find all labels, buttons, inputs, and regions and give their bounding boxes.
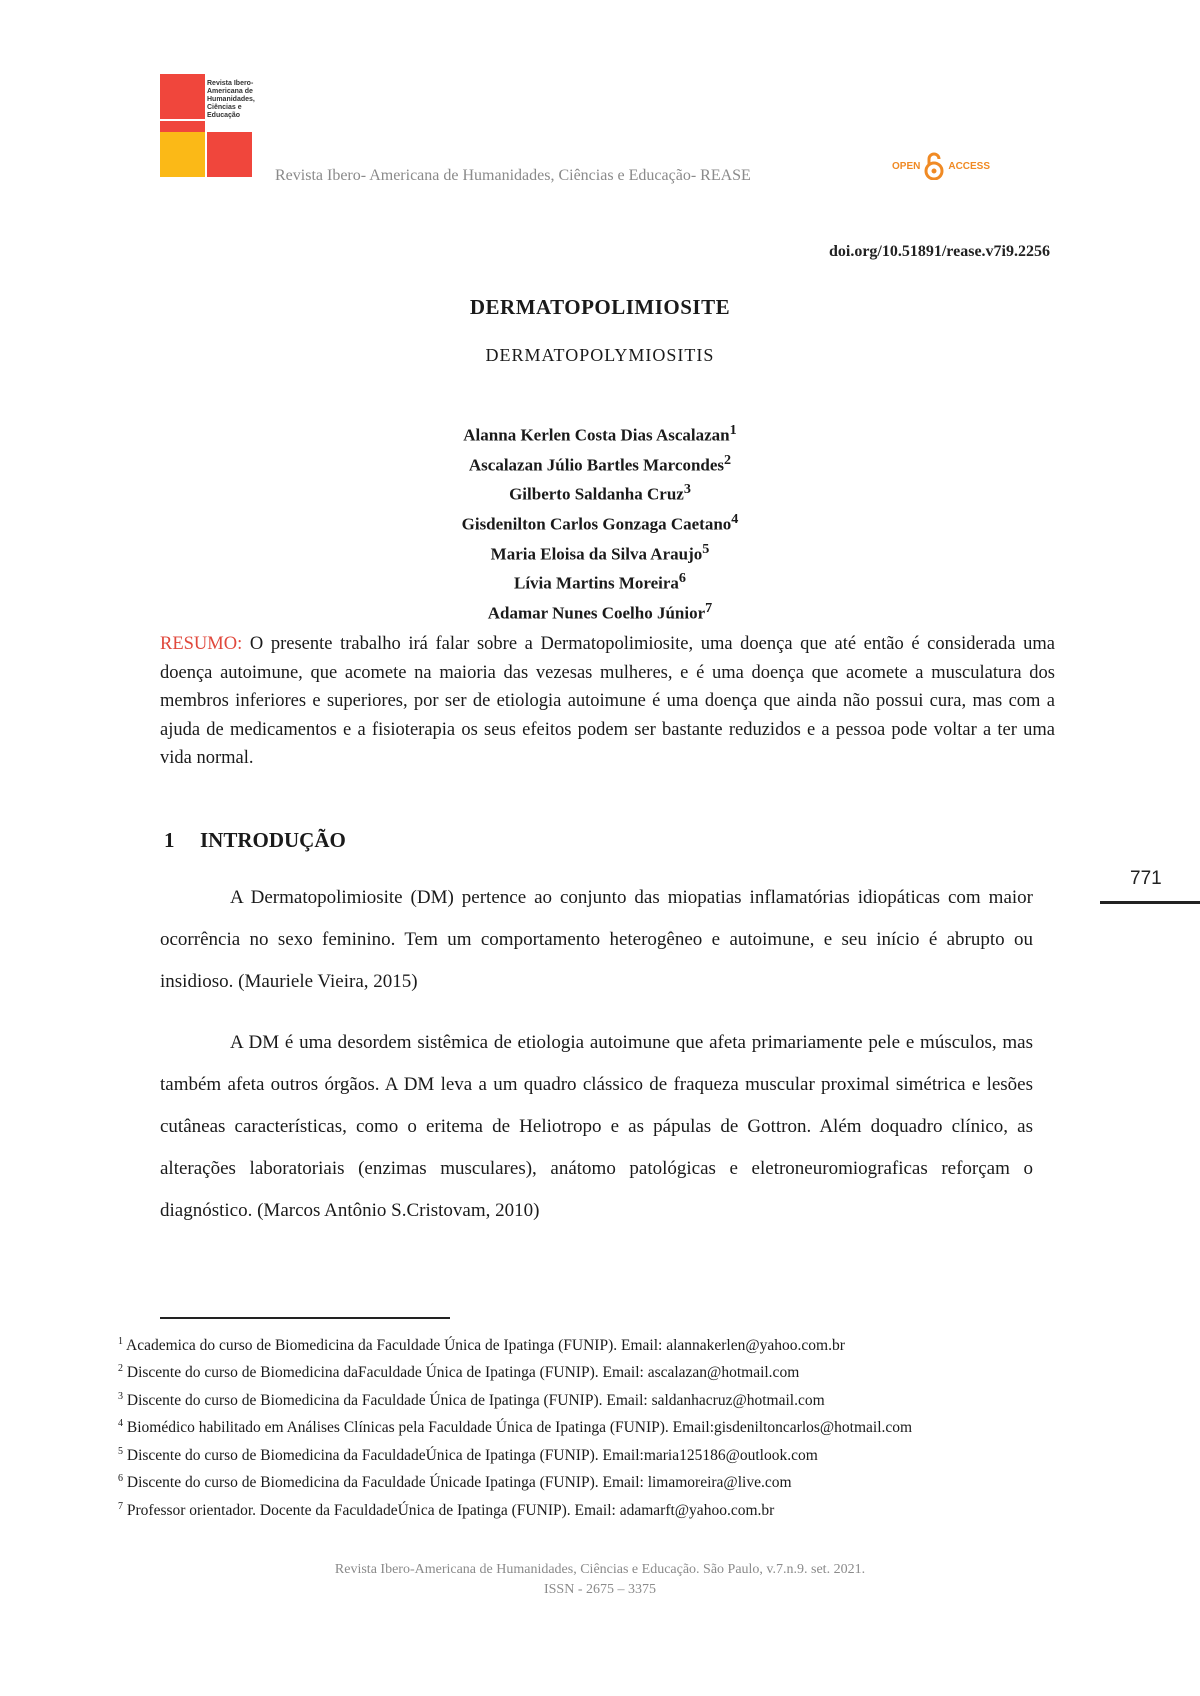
author-footnote-mark[interactable]: 5 bbox=[702, 540, 710, 557]
author-footnote-mark[interactable]: 2 bbox=[724, 451, 732, 468]
logo-square-yellow-bottom bbox=[160, 132, 205, 177]
abstract-label: RESUMO: bbox=[160, 634, 243, 654]
abstract-text: O presente trabalho irá falar sobre a Dermatopolimiosite, uma doença que até então é considerada uma doença autoimune, que acomete na maioria das vezesas mulheres, e é uma doença que acomete a musculatura dos membros inferiores e superiores, por ser de etiologia autoimune é uma doença que ainda não possui cura, mas com a ajuda de medicamentos e a fisioterapia os seus efeitos podem ser bastante reduzidos e a pessoa pode voltar a ter uma vida normal. bbox=[160, 634, 1055, 768]
journal-name: Revista Ibero- Americana de Humanidades, Ciências e Educação- REASE bbox=[275, 167, 751, 184]
open-lock-icon bbox=[923, 152, 945, 180]
author-item bbox=[0, 596, 1200, 626]
author-name: Maria Eloisa da Silva Araujo bbox=[490, 544, 703, 564]
footnote-item bbox=[118, 1330, 1058, 1357]
author-name: Alanna Kerlen Costa Dias Ascalazan bbox=[463, 425, 730, 445]
author-footnote-mark[interactable]: 3 bbox=[683, 481, 691, 498]
footnote-list bbox=[118, 1330, 1058, 1522]
body-paragraph: A Dermatopolimiosite (DM) pertence ao conjunto das miopatias inflamatórias idiopáticas com maior ocorrência no sexo feminino. Tem um comportamento heterogêneo e autoimune, e seu início é abrupto ou insidioso. (Mauriele Vieira, 2015) bbox=[160, 887, 1033, 992]
footnote-item bbox=[118, 1412, 1058, 1439]
author-item bbox=[0, 566, 1200, 596]
author-item bbox=[0, 507, 1200, 537]
author-name: Gisdenilton Carlos Gonzaga Caetano bbox=[461, 514, 732, 534]
footnote-mark: 4 bbox=[118, 1418, 123, 1430]
page-number-rule bbox=[1100, 901, 1200, 904]
section-heading bbox=[164, 828, 346, 853]
author-item bbox=[0, 448, 1200, 478]
page-footer bbox=[0, 1560, 1200, 1600]
footnote-mark: 3 bbox=[118, 1390, 123, 1402]
footnote-mark: 2 bbox=[118, 1363, 123, 1375]
section-number: 1 bbox=[164, 828, 175, 852]
author-footnote-mark[interactable]: 6 bbox=[678, 570, 686, 587]
footnote-text: Professor orientador. Docente da FaculdadeÚnica de Ipatinga (FUNIP). Email: adamarft@yahoo.com.br bbox=[126, 1501, 775, 1519]
footnote-item bbox=[118, 1357, 1058, 1384]
footnote-mark: 1 bbox=[118, 1336, 123, 1347]
author-name: Ascalazan Júlio Bartles Marcondes bbox=[468, 455, 725, 475]
author-list bbox=[0, 418, 1200, 626]
section-title: INTRODUÇÃO bbox=[200, 828, 346, 852]
logo-text: Revista Ibero-Americana de Humanidades, Ciências e Educação bbox=[207, 80, 255, 119]
footnote-item bbox=[118, 1385, 1058, 1412]
footnote-item bbox=[118, 1467, 1058, 1494]
footer-issn: ISSN - 2675 – 3375 bbox=[543, 1582, 656, 1597]
article-title: DERMATOPOLIMIOSITE bbox=[469, 295, 731, 319]
open-access-badge bbox=[892, 152, 990, 180]
footnote-separator bbox=[160, 1317, 450, 1319]
author-item bbox=[0, 537, 1200, 567]
footer-citation: Revista Ibero-Americana de Humanidades, Ciências e Educação. São Paulo, v.7.n.9. set. 2021. bbox=[334, 1562, 866, 1577]
footnote-mark: 5 bbox=[118, 1445, 123, 1457]
body-paragraph: A DM é uma desordem sistêmica de etiologia autoimune que afeta primariamente pele e músculos, mas também afeta outros órgãos. A DM leva a um quadro clássico de fraqueza muscular proximal simétrica e lesões cutâneas características, como o eritema de Heliotropo e as pápulas de Gottron. Além doquadro clínico, as alterações laboratoriais (enzimas musculares), anátomo patológicas e eletroneuromiograficas reforçam o diagnóstico. (Marcos Antônio S.Cristovam, 2010) bbox=[160, 1032, 1033, 1221]
author-footnote-mark[interactable]: 1 bbox=[729, 422, 737, 438]
logo-square-red-top bbox=[160, 74, 205, 119]
footnote-mark: 6 bbox=[118, 1473, 123, 1485]
article-subtitle: DERMATOPOLYMIOSITIS bbox=[485, 345, 715, 365]
author-name: Gilberto Saldanha Cruz bbox=[509, 484, 684, 504]
footnote-text: Discente do curso de Biomedicina da FaculdadeÚnica de Ipatinga (FUNIP). Email:maria125186@outlook.com bbox=[126, 1446, 818, 1464]
author-footnote-mark[interactable]: 7 bbox=[705, 599, 713, 616]
footnote-text: Academica do curso de Biomedicina da Faculdade Única de Ipatinga (FUNIP). Email: alannakerlen@yahoo.com.br bbox=[126, 1337, 845, 1355]
open-access-right-text: ACCESS bbox=[948, 160, 991, 172]
page-number: 771 bbox=[1130, 868, 1162, 889]
footnote-text: Biomédico habilitado em Análises Clínicas pela Faculdade Única de Ipatinga (FUNIP). Email:gisdeniltoncarlos@hotmail.com bbox=[126, 1419, 913, 1437]
open-access-left-text: OPEN bbox=[892, 160, 921, 172]
footnote-item bbox=[118, 1440, 1058, 1467]
footnote-text: Discente do curso de Biomedicina da Faculdade Únicade Ipatinga (FUNIP). Email: limamoreira@live.com bbox=[126, 1474, 792, 1492]
author-footnote-mark[interactable]: 4 bbox=[731, 510, 739, 527]
footnote-text: Discente do curso de Biomedicina daFaculdade Única de Ipatinga (FUNIP). Email: ascalazan@hotmail.com bbox=[126, 1364, 800, 1382]
logo-square-red-bottom bbox=[207, 132, 252, 177]
abstract bbox=[160, 630, 1055, 773]
author-item bbox=[0, 477, 1200, 507]
footnote-item bbox=[118, 1495, 1058, 1522]
author-item bbox=[0, 418, 1200, 448]
footnote-mark: 7 bbox=[118, 1500, 123, 1512]
author-name: Adamar Nunes Coelho Júnior bbox=[487, 603, 706, 623]
footnote-text: Discente do curso de Biomedicina da Faculdade Única de Ipatinga (FUNIP). Email: saldanhacruz@hotmail.com bbox=[126, 1392, 825, 1410]
doi-link[interactable]: doi.org/10.51891/rease.v7i9.2256 bbox=[828, 243, 1050, 260]
author-name: Lívia Martins Moreira bbox=[513, 573, 679, 593]
